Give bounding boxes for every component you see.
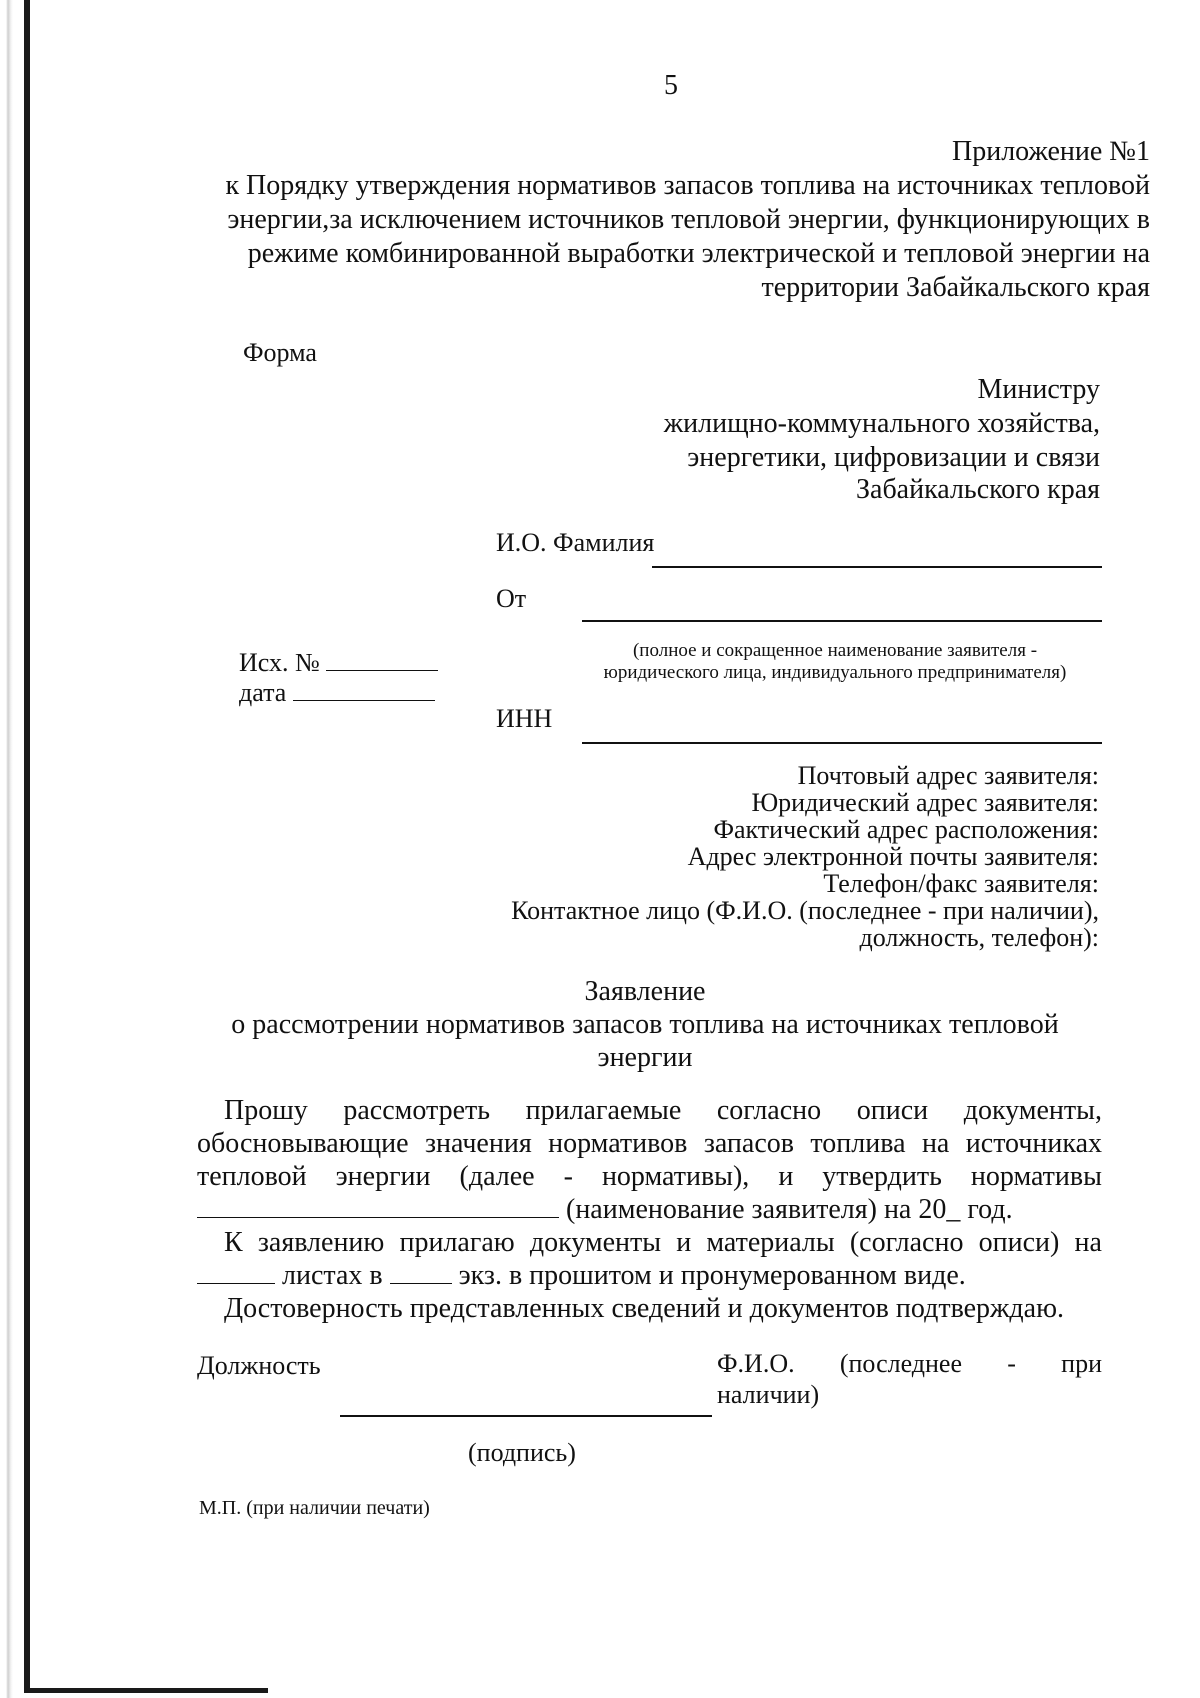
page-border xyxy=(24,0,30,1690)
outgoing-number-field[interactable] xyxy=(326,670,438,671)
body-line: Прошу рассмотреть прилагаемые согласно описи документы, xyxy=(224,1095,1102,1126)
signature-caption: (подпись) xyxy=(468,1438,576,1467)
body-line: (наименование заявителя) на 20_ год. xyxy=(197,1196,1013,1224)
body-line: К заявлению прилагаю документы и материалы (согласно описи) на xyxy=(224,1227,1102,1258)
addressee-line: Министру xyxy=(977,374,1100,405)
from-label: От xyxy=(496,584,527,613)
outgoing-date-label: дата xyxy=(239,680,435,706)
appendix-line: территории Забайкальского края xyxy=(761,272,1150,303)
appendix-line: режиме комбинированной выработки электрической и тепловой энергии на xyxy=(247,238,1150,269)
form-label: Форма xyxy=(243,338,317,367)
contact-line: Контактное лицо (Ф.И.О. (последнее - при наличии), xyxy=(511,896,1099,925)
from-caption: (полное и сокращенное наименование заявителя - xyxy=(632,640,1038,661)
inn-label: ИНН xyxy=(496,704,553,733)
from-caption: юридического лица, индивидуального предпринимателя) xyxy=(603,662,1067,683)
page-border-bottom xyxy=(24,1688,268,1693)
contact-line: должность, телефон): xyxy=(859,923,1099,952)
statement-subtitle: энергии xyxy=(597,1042,693,1073)
scan-edge xyxy=(0,0,16,1698)
contact-line: Почтовый адрес заявителя: xyxy=(797,761,1099,790)
body-line: тепловой энергии (далее - нормативы), и утвердить нормативы xyxy=(197,1161,1102,1192)
inn-field[interactable] xyxy=(582,742,1102,744)
applicant-name-field[interactable] xyxy=(197,1217,559,1218)
statement-subtitle: о рассмотрении нормативов запасов топлива на источниках тепловой xyxy=(231,1009,1059,1040)
statement-title: Заявление xyxy=(584,976,706,1007)
fio-label: Ф.И.О. (последнее - при xyxy=(717,1349,1102,1378)
appendix-line: энергии,за исключением источников тепловой энергии, функционирующих в xyxy=(227,204,1150,235)
stamp-label: М.П. (при наличии печати) xyxy=(199,1497,430,1519)
addressee-name-field[interactable] xyxy=(652,566,1102,568)
addressee-line: энергетики, цифровизации и связи xyxy=(687,442,1100,473)
addressee-name-label: И.О. Фамилия xyxy=(496,528,655,557)
addressee-line: жилищно-коммунального хозяйства, xyxy=(663,408,1100,439)
signature-field[interactable] xyxy=(340,1415,712,1417)
fio-label-cont: наличии) xyxy=(717,1380,820,1409)
body-line: обосновывающие значения нормативов запасов топлива на источниках xyxy=(197,1128,1102,1159)
contact-line: Юридический адрес заявителя: xyxy=(751,788,1099,817)
contact-line: Фактический адрес расположения: xyxy=(713,815,1099,844)
outgoing-date-field[interactable] xyxy=(293,700,435,701)
appendix-line: к Порядку утверждения нормативов запасов топлива на источниках тепловой xyxy=(225,170,1150,201)
sheets-count-field[interactable] xyxy=(197,1283,275,1284)
outgoing-number-label: Исх. № xyxy=(239,650,438,676)
position-label: Должность xyxy=(197,1351,321,1380)
contact-line: Телефон/факс заявителя: xyxy=(823,869,1099,898)
copies-count-field[interactable] xyxy=(390,1283,452,1284)
page-number: 5 xyxy=(664,70,678,101)
from-name-field[interactable] xyxy=(582,620,1102,622)
contact-line: Адрес электронной почты заявителя: xyxy=(687,842,1099,871)
body-line: Достоверность представленных сведений и документов подтверждаю. xyxy=(224,1293,1064,1324)
body-line: листах в экз. в прошитом и пронумерованном виде. xyxy=(197,1262,966,1290)
appendix-title: Приложение №1 xyxy=(952,136,1150,167)
addressee-line: Забайкальского края xyxy=(855,474,1100,505)
